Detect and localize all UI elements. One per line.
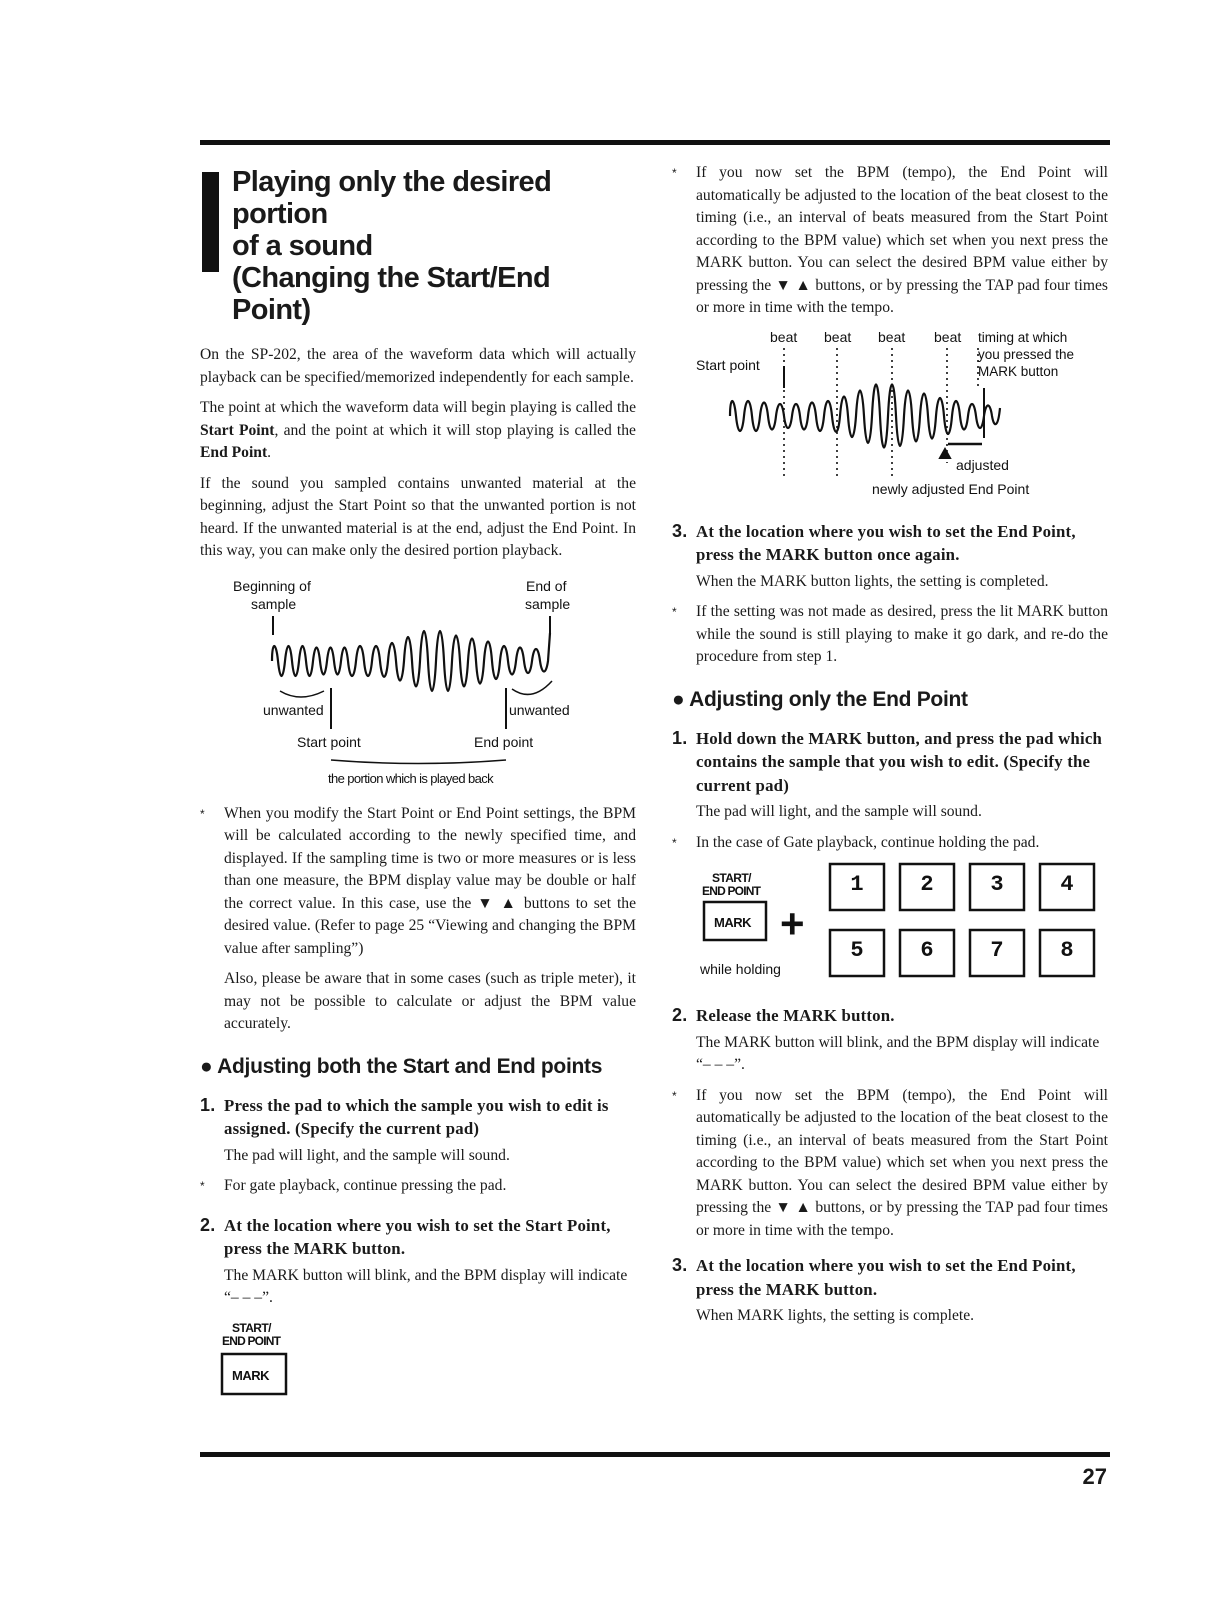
note-asterisk: * (200, 806, 205, 821)
end-step-3-body: When MARK lights, the setting is complete. (696, 1307, 975, 1324)
note-text: If the setting was not made as desired, press the lit MARK button while the sound is still playing to make it go dark, and re-do the procedure from step 1. (696, 603, 1108, 665)
end-step-2 (672, 1004, 1108, 1028)
title-bar-decoration (202, 172, 219, 272)
pad-1-label: 1 (850, 872, 864, 897)
intro-paragraph-2 (200, 397, 636, 465)
page-title (232, 166, 636, 326)
step-2 (200, 1214, 636, 1261)
pad-8-label: 8 (1060, 938, 1074, 963)
start-end-waveform-diagram (200, 571, 636, 793)
note-asterisk: * (672, 166, 677, 180)
end-point-label: End point (474, 733, 534, 750)
title-line-2: of a sound (232, 230, 373, 262)
section-heading-both-points: ● Adjusting both the Start and End points (200, 1054, 603, 1078)
unwanted-right-label: unwanted (509, 701, 570, 718)
beat-adjust-diagram (672, 328, 1108, 508)
note-text: If you now set the BPM (tempo), the End Point will automatically be adjusted to the location of the beat closest to the timing (i.e., an interval of beats measured from the Start Point according to the BPM value) which set when you next press the MARK button. You can select the desired BPM value either by pressing the ▼ ▲ buttons, or by pressing the TAP pad four times or more in time with the tempo. (696, 164, 1108, 316)
timing-label-3: MARK button (978, 363, 1059, 379)
beat-label: beat (934, 328, 962, 345)
section-heading-text: Adjusting only the End Point (689, 687, 968, 711)
pad-4-label: 4 (1060, 872, 1074, 897)
adjusted-triangle (940, 449, 950, 458)
step-title: Hold down the MARK button, and press the pad which contains the sample that you wish to edit. (Specify the current pad) (696, 728, 1102, 795)
note-asterisk: * (672, 835, 677, 850)
step-title: At the location where you wish to set the End Point, press the MARK button. (696, 1256, 1076, 1299)
mark-plus-pads-diagram (672, 862, 1108, 990)
step-title: Release the MARK button. (696, 1006, 895, 1025)
intro-text: . (267, 444, 272, 461)
step-title: Press the pad to which the sample you wish to edit is assigned. (Specify the current pad) (224, 1095, 609, 1138)
step-title: At the location where you wish to set the Start Point, press the MARK button. (224, 1215, 611, 1258)
beat-label: beat (770, 328, 798, 345)
while-holding-label: while holding (700, 961, 781, 977)
end-step-1 (672, 727, 1108, 798)
pad-2-label: 2 (920, 872, 934, 897)
step-1-body: The pad will light, and the sample will sound. (224, 1146, 510, 1164)
start-point-term: Start Point (200, 421, 275, 439)
intro-paragraph-3: If the sound you sampled contains unwanted material at the beginning, adjust the Start Point so that the unwanted portion is not heard. If the unwanted material is at the end, adjust the End Point. In this way, you can make only the desired portion playback. (200, 474, 636, 559)
pads-group (830, 864, 1094, 976)
unwanted-left-brace (280, 691, 324, 697)
played-portion-brace (331, 760, 506, 764)
top-rule (200, 140, 1110, 145)
note-bpm-auto-adjust (672, 162, 1108, 320)
step-1 (200, 1094, 636, 1141)
plus-sign: + (780, 900, 805, 947)
step-title: At the location where you wish to set the End Point, press the MARK button once again. (696, 521, 1076, 564)
page-number: 27 (1082, 1464, 1107, 1489)
start-point-label: Start point (297, 733, 361, 750)
step-2-body: The MARK button will blink, and the BPM display will indicate “– – –”. (224, 1266, 628, 1306)
start-end-point-label: START/ (232, 1320, 271, 1335)
note-asterisk: * (200, 1179, 205, 1193)
step-number: 1. (672, 727, 688, 748)
beat-label: beat (824, 328, 852, 345)
note-triple-meter: Also, please be aware that in some cases (such as triple meter), it may not be possible to calculate or adjust the BPM value accurately. (224, 970, 636, 1032)
note-asterisk: * (672, 605, 677, 619)
step-1-note (200, 1175, 636, 1198)
intro-text: , and the point at which it will stop playing is called the (274, 421, 636, 439)
start-end-point-label: START/ (712, 871, 751, 885)
intro-text: The point at which the waveform data will begin playing is called the (200, 399, 636, 416)
note-text: For gate playback, continue pressing the pad. (224, 1177, 507, 1194)
note-text: If you now set the BPM (tempo), the End Point will automatically be adjusted to the location of the beat closest to the timing (i.e., an interval of beats measured from the Start Point according to the BPM value) which set when you next press the MARK button. You can select the desired BPM value either by pressing the ▼ ▲ buttons, or by pressing the TAP pad four times or more in time with the tempo. (696, 1086, 1108, 1239)
start-point-label: Start point (696, 356, 760, 373)
step-number: 1. (200, 1094, 216, 1115)
step-number: 3. (672, 520, 688, 541)
start-end-point-label-2: END POINT (222, 1333, 281, 1348)
beginning-of-sample-label: Beginning of (233, 577, 311, 594)
portion-played-label: the portion which is played back (328, 770, 494, 786)
title-line-1: Playing only the desired portion (232, 166, 552, 230)
end-step-2-body: The MARK button will blink, and the BPM display will indicate “– – –”. (696, 1033, 1100, 1073)
note-asterisk: * (672, 1088, 677, 1103)
waveform (272, 631, 550, 691)
pad-6-label: 6 (920, 938, 934, 963)
beginning-of-sample-label-2: sample (251, 595, 297, 612)
note-text: When you modify the Start Point or End Point settings, the BPM will be calculated according to the newly specified time, and displayed. If the sampling time is two or more measures or is less than one measure, the BPM display value may be double or half the correct value. In this case, use the ▼ ▲ buttons to set the desired value. (Refer to page 25 “Viewing and changing the BPM value after sampling”) (224, 804, 636, 957)
right-column (672, 162, 1108, 1336)
mark-button-diagram (218, 1318, 338, 1398)
section-heading-text: Adjusting both the Start and End points (217, 1054, 603, 1078)
step-number: 2. (200, 1214, 216, 1235)
unwanted-right-brace (512, 681, 552, 694)
timing-label: timing at which (978, 329, 1068, 345)
start-end-point-label-2: END POINT (702, 884, 761, 898)
mark-button-label: MARK (232, 1367, 269, 1383)
adjusted-label: adjusted (956, 456, 1009, 473)
end-of-sample-label-2: sample (525, 595, 571, 612)
step-3 (672, 520, 1108, 567)
waveform (730, 384, 1000, 447)
left-column (200, 162, 636, 1398)
title-line-3: (Changing the Start/End Point) (232, 262, 551, 326)
pad-3-label: 3 (990, 872, 1004, 897)
beat-label: beat (878, 328, 906, 345)
end-point-term: End Point (200, 444, 268, 461)
end-step-2-note (672, 1085, 1108, 1243)
unwanted-left-label: unwanted (263, 701, 324, 718)
end-step-1-body: The pad will light, and the sample will sound. (696, 803, 982, 820)
pad-5-label: 5 (850, 938, 864, 963)
end-step-3 (672, 1254, 1108, 1301)
note-bpm-recalculation (200, 803, 636, 961)
intro-paragraph-1: On the SP-202, the area of the waveform data which will actually playback can be specified/memorized independently for each sample. (200, 346, 636, 386)
note-text: In the case of Gate playback, continue holding the pad. (696, 833, 1040, 851)
step-number: 3. (672, 1255, 688, 1275)
section-title (200, 166, 636, 326)
bottom-rule (200, 1452, 1110, 1457)
step-3-body: When the MARK button lights, the setting is completed. (696, 572, 1049, 590)
end-step-1-note (672, 832, 1108, 855)
end-of-sample-label: End of (526, 577, 567, 594)
step-3-note (672, 601, 1108, 669)
mark-button-label: MARK (714, 915, 751, 930)
newly-adjusted-end-point-label: newly adjusted End Point (872, 480, 1030, 497)
pad-7-label: 7 (990, 938, 1004, 963)
timing-label-2: you pressed the (978, 346, 1075, 362)
step-number: 2. (672, 1005, 688, 1025)
section-heading-end-point: ● Adjusting only the End Point (672, 687, 968, 711)
